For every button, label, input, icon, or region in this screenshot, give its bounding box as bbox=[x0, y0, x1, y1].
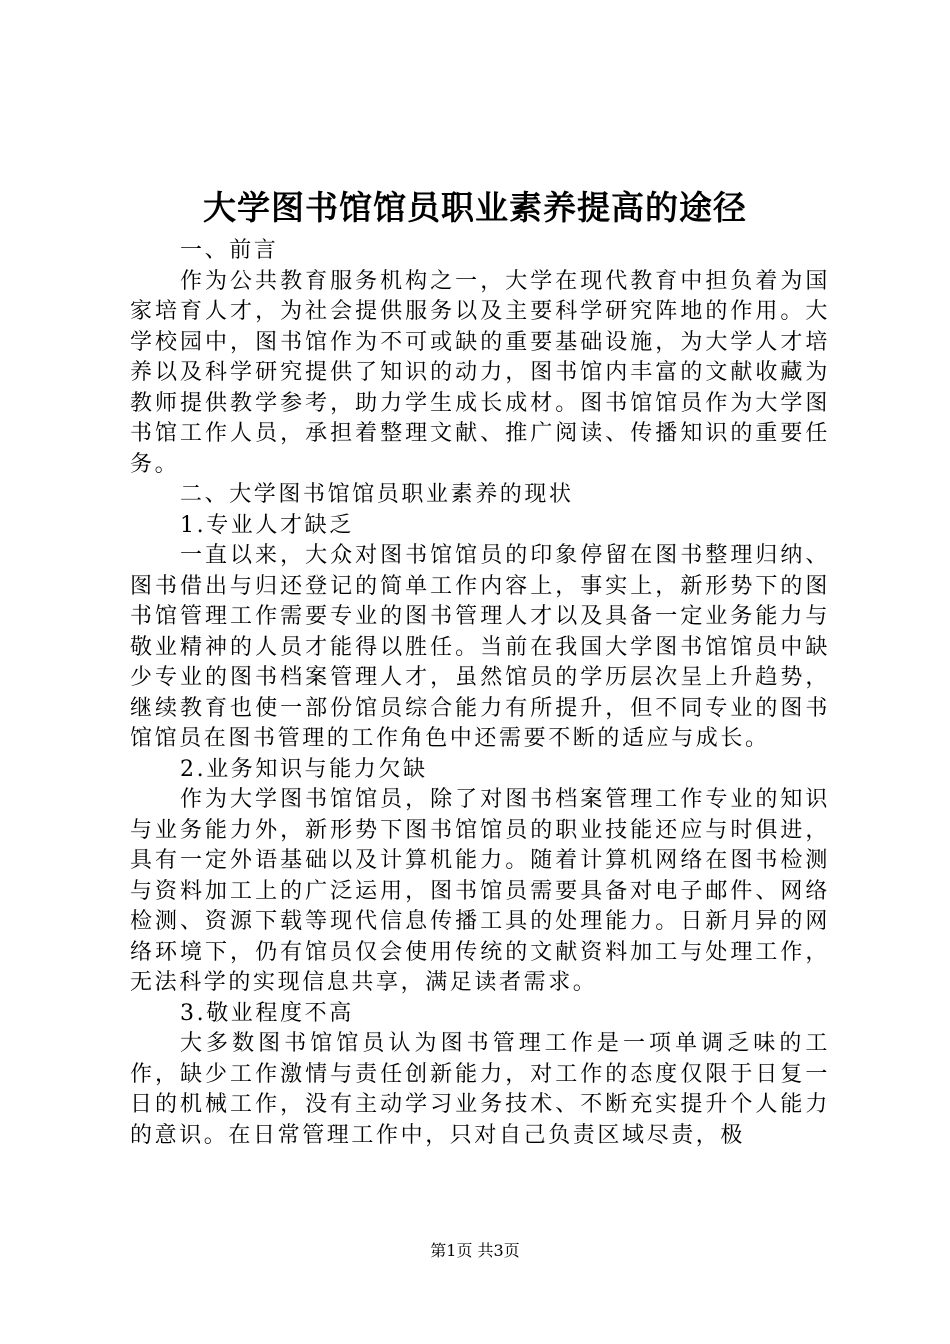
paragraph-skill-gap: 作为大学图书馆馆员，除了对图书档案管理工作专业的知识与业务能力外，新形势下图书馆馆员的职业技能还应与时俱进，具有一定外语基础以及计算机能力。随着计算机网络在图书检测与资料加工上的广泛运用，图书馆员需要具备对电子邮件、网络检测、资源下载等现代信息传播工具的处理能力。日新月异的网络环境下，仍有馆员仅会使用传统的文献资料加工与处理工作，无法科学的实现信息共享，满足读者需求。 bbox=[130, 787, 830, 995]
subheading-dedication: 3.敬业程度不高 bbox=[180, 1000, 354, 1026]
paragraph-dedication: 大多数图书馆馆员认为图书管理工作是一项单调乏味的工作，缺少工作激情与责任创新能力，对工作的态度仅限于日复一日的机械工作，没有主动学习业务技术、不断充实提升个人能力的意识。在日常管理工作中，只对自己负责区域尽责，极 bbox=[130, 1031, 830, 1148]
document-title: 大学图书馆馆员职业素养提高的途径 bbox=[203, 188, 747, 227]
paragraph-preface: 作为公共教育服务机构之一，大学在现代教育中担负着为国家培育人才，为社会提供服务以及主要科学研究阵地的作用。大学校园中，图书馆作为不可或缺的重要基础设施，为大学人才培养以及科学研究提供了知识的动力，图书馆内丰富的文献收藏为教师提供教学参考，助力学生成长成材。图书馆馆员作为大学图书馆工作人员，承担着整理文献、推广阅读、传播知识的重要任务。 bbox=[130, 268, 830, 477]
document-body bbox=[130, 236, 830, 1151]
section-heading-status: 二、大学图书馆馆员职业素养的现状 bbox=[180, 482, 574, 507]
subheading-talent-shortage: 1.专业人才缺乏 bbox=[180, 512, 354, 538]
section-heading-preface: 一、前言 bbox=[180, 238, 279, 263]
paragraph-talent-shortage: 一直以来，大众对图书馆馆员的印象停留在图书整理归纳、图书借出与归还登记的简单工作内容上，事实上，新形势下的图书馆管理工作需要专业的图书管理人才以及具备一定业务能力与敬业精神的人员才能得以胜任。当前在我国大学图书馆馆员中缺少专业的图书档案管理人才，虽然馆员的学历层次呈上升趋势，继续教育也使一部份馆员综合能力有所提升，但不同专业的图书馆馆员在图书管理的工作角色中还需要不断的适应与成长。 bbox=[130, 543, 830, 751]
page-number-footer: 第1页 共3页 bbox=[430, 1241, 520, 1260]
subheading-skill-gap: 2.业务知识与能力欠缺 bbox=[180, 756, 428, 782]
